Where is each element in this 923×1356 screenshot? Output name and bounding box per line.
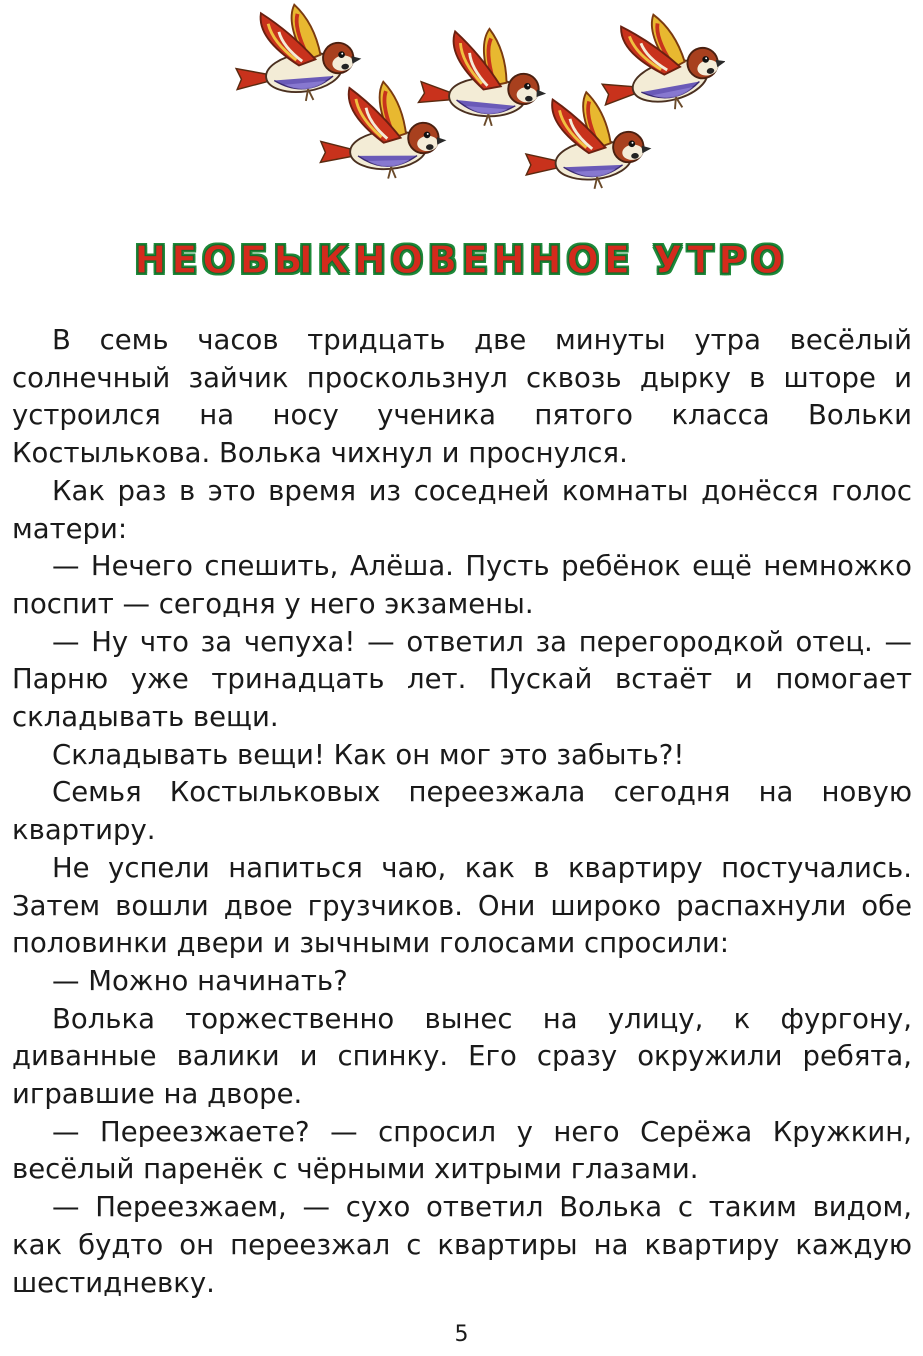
paragraph: Семья Костыльковых переезжала сегодня на новую квартиру. <box>12 776 912 847</box>
paragraph: — Можно начинать? <box>52 964 348 997</box>
paragraph: Волька торжественно вынес на улицу, к фургону, диванные валики и спинку. Его сразу окружили ребята, игравшие на дворе. <box>12 1002 912 1111</box>
paragraph: Не успели напиться чаю, как в квартиру постучались. Затем вошли двое грузчиков. Они широко распахнули обе половинки двери и зычными голосами спросили: <box>12 851 912 960</box>
paragraph: Как раз в это время из соседней комнаты донёсся голос матери: <box>12 474 912 545</box>
paragraph: — Переезжаете? — спросил у него Серёжа Кружкин, весёлый паренёк с чёрными хитрыми глазами. <box>12 1115 912 1186</box>
chapter-title: НЕОБЫКНОВЕННОЕ УТРО <box>134 238 789 282</box>
paragraph: — Нечего спешить, Алёша. Пусть ребёнок ещё немножко поспит — сегодня у него экзамены. <box>12 550 912 620</box>
story-text <box>12 322 912 1302</box>
paragraph: В семь часов тридцать две минуты утра весёлый солнечный зайчик проскользнул сквозь дырку в шторе и устроился на носу ученика пятого класса Вольки Костылькова. Волька чихнул и проснулся. <box>12 324 912 470</box>
flying-sparrows-icon <box>205 0 725 205</box>
page-number: 5 <box>454 1322 469 1347</box>
paragraph: — Ну что за чепуха! — ответил за перегородкой отец. — Парню уже тринадцать лет. Пускай встаёт и помогает складывать вещи. <box>12 625 912 734</box>
paragraph: Складывать вещи! Как он мог это забыть?! <box>52 738 685 771</box>
paragraph: — Переезжаем, — сухо ответил Волька с таким видом, как будто он переезжал с квартиры на квартиру каждую шестидневку. <box>12 1191 912 1299</box>
